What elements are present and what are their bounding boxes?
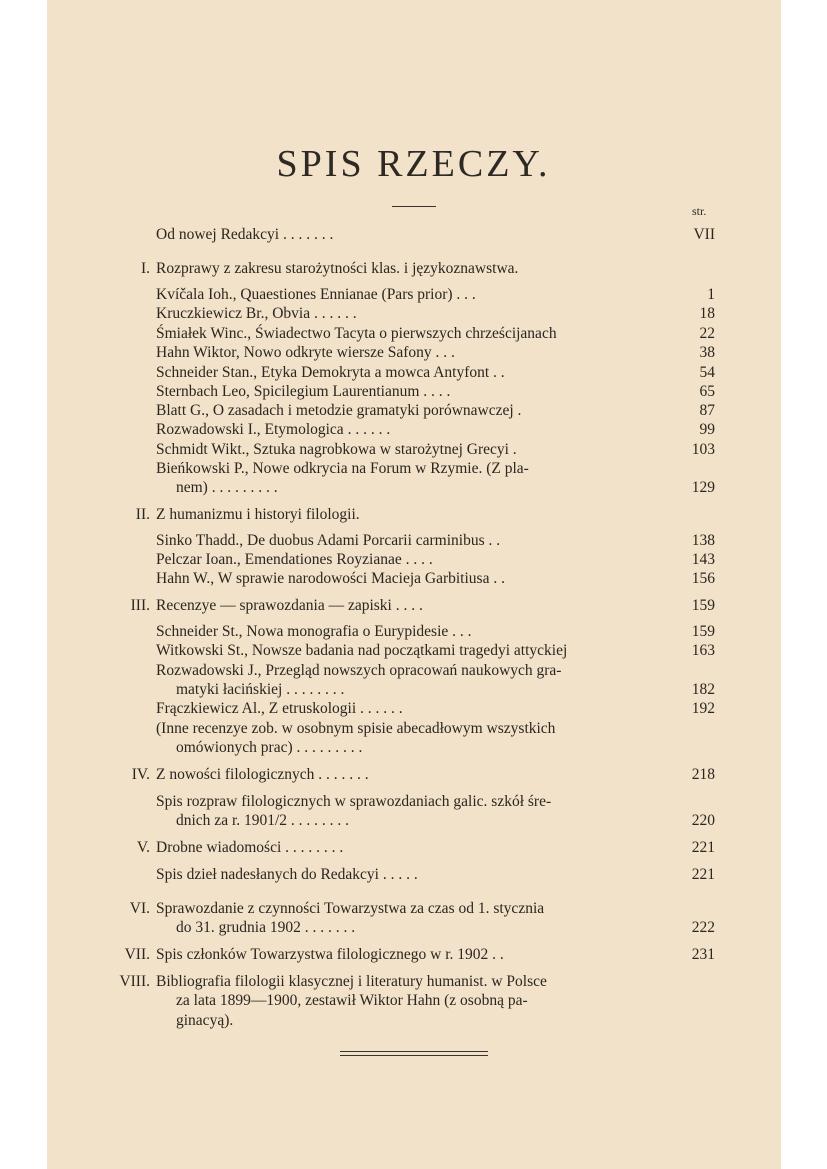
page-column-header: str. xyxy=(692,204,707,218)
toc-page-number: 54 xyxy=(699,364,715,381)
toc-page-number: 1 xyxy=(707,286,715,303)
toc-page-number: 159 xyxy=(691,623,715,640)
toc-section-number: VIII. xyxy=(119,973,150,990)
toc-section-number: VI. xyxy=(129,900,150,917)
toc-page-number: 103 xyxy=(691,441,715,458)
toc-entry-text: Spis rozpraw filologicznych w sprawozdaniach galic. szkół śre- xyxy=(156,793,552,810)
toc-entry-text: Od nowej Redakcyi . . . . . . . xyxy=(156,226,334,243)
toc-entry-text: Bibliografia filologii klasycznej i literatury humanist. w Polsce xyxy=(156,973,547,990)
toc-entry-text: Sternbach Leo, Spicilegium Laurentianum . . . . xyxy=(156,383,451,400)
toc-entry-text: Rozwadowski I., Etymologica . . . . . . xyxy=(156,421,391,438)
toc-page-number: 99 xyxy=(699,421,715,438)
toc-page-number: VII xyxy=(693,226,715,243)
toc-page-number: 231 xyxy=(691,946,715,963)
toc-entry-text: Hahn W., W sprawie narodowości Macieja Garbitiusa . . xyxy=(156,570,505,587)
toc-page-number: 129 xyxy=(691,479,715,496)
toc-entry-text: Z humanizmu i historyi filologii. xyxy=(156,506,360,523)
toc-section-number: VII. xyxy=(124,946,150,963)
toc-page-number: 22 xyxy=(699,325,715,342)
toc-entry-text: Z nowości filologicznych . . . . . . . xyxy=(156,766,369,783)
toc-page-number: 221 xyxy=(691,839,715,856)
toc-page-number: 220 xyxy=(691,812,715,829)
toc-entry-text: Witkowski St., Nowsze badania nad początkami tragedyi attyckiej xyxy=(156,642,568,659)
toc-entry-text: Sprawozdanie z czynności Towarzystwa za czas od 1. stycznia xyxy=(156,900,545,917)
toc-page-number: 87 xyxy=(699,402,715,419)
toc-page-number: 192 xyxy=(691,700,715,717)
toc-entry-text: Kvíčala Ioh., Quaestiones Ennianae (Pars prior) . . . xyxy=(156,286,476,303)
toc-entry-text: Bieńkowski P., Nowe odkrycia na Forum w Rzymie. (Z pla- xyxy=(156,460,529,477)
toc-entry-text: nem) . . . . . . . . . xyxy=(176,479,278,496)
toc-entry-text: Spis dzieł nadesłanych do Redakcyi . . . . . xyxy=(156,866,418,883)
toc-section-number: II. xyxy=(135,506,150,523)
toc-section-number: V. xyxy=(136,839,150,856)
toc-entry-text: Śmiałek Winc., Świadectwo Tacyta o pierwszych chrześcijanach xyxy=(156,325,557,342)
toc-page-number: 163 xyxy=(691,642,715,659)
toc-entry-text: Hahn Wiktor, Nowo odkryte wiersze Safony . . . xyxy=(156,344,455,361)
toc-entry-text: Pelczar Ioan., Emendationes Royzianae . . . . xyxy=(156,551,433,568)
toc-entry-text: Rozprawy z zakresu starożytności klas. i językoznawstwa. xyxy=(156,260,519,277)
toc-entry-text: ginacyą). xyxy=(176,1012,234,1029)
toc-page-number: 159 xyxy=(691,597,715,614)
toc-entry-text: Spis członków Towarzystwa filologicznego w r. 1902 . . xyxy=(156,946,504,963)
toc-entry-text: omówionych prac) . . . . . . . . . xyxy=(176,739,363,756)
toc-entry-text: Blatt G., O zasadach i metodzie gramatyki porównawczej . xyxy=(156,402,522,419)
toc-entry-text: do 31. grudnia 1902 . . . . . . . xyxy=(176,919,356,936)
toc-section-number: I. xyxy=(140,260,150,277)
toc-entry-text: Schneider St., Nowa monografia o Eurypidesie . . . xyxy=(156,623,472,640)
toc-section-number: III. xyxy=(130,597,150,614)
toc-entry-text: (Inne recenzye zob. w osobnym spisie abecadłowym wszystkich xyxy=(156,720,556,737)
toc-entry-text: za lata 1899—1900, zestawił Wiktor Hahn (z osobną pa- xyxy=(176,992,528,1009)
toc-page-number: 38 xyxy=(699,344,715,361)
toc-entry-text: Sinko Thadd., De duobus Adami Porcarii carminibus . . xyxy=(156,532,501,549)
toc-page-number: 182 xyxy=(691,681,715,698)
toc-page-number: 222 xyxy=(691,919,715,936)
toc-page-number: 18 xyxy=(699,305,715,322)
toc-page-number: 143 xyxy=(691,551,715,568)
toc-page-number: 138 xyxy=(691,532,715,549)
page-title: SPIS RZECZY. xyxy=(276,143,551,185)
toc-section-number: IV. xyxy=(131,766,150,783)
toc-entry-text: Schmidt Wikt., Sztuka nagrobkowa w starożytnej Grecyi . xyxy=(156,441,517,458)
toc-page-number: 65 xyxy=(699,383,715,400)
bottom-divider xyxy=(340,1051,488,1052)
toc-entry-text: Recenzye — sprawozdania — zapiski . . . . xyxy=(156,597,423,614)
toc-page-number: 221 xyxy=(691,866,715,883)
title-divider xyxy=(392,206,436,207)
toc-entry-text: Schneider Stan., Etyka Demokryta a mowca Antyfont . . xyxy=(156,364,505,381)
toc-entry-text: Frączkiewicz Al., Z etruskologii . . . . . . xyxy=(156,700,403,717)
toc-page-number: 218 xyxy=(691,766,715,783)
bottom-divider-second xyxy=(340,1055,488,1056)
toc-entry-text: Rozwadowski J., Przegląd nowszych opracowań naukowych gra- xyxy=(156,662,562,679)
toc-entry-text: matyki łacińskiej . . . . . . . . xyxy=(176,681,345,698)
toc-entry-text: Drobne wiadomości . . . . . . . . xyxy=(156,839,344,856)
toc-entry-text: Kruczkiewicz Br., Obvia . . . . . . xyxy=(156,305,357,322)
toc-entry-text: dnich za r. 1901/2 . . . . . . . . xyxy=(176,812,350,829)
toc-page-number: 156 xyxy=(691,570,715,587)
